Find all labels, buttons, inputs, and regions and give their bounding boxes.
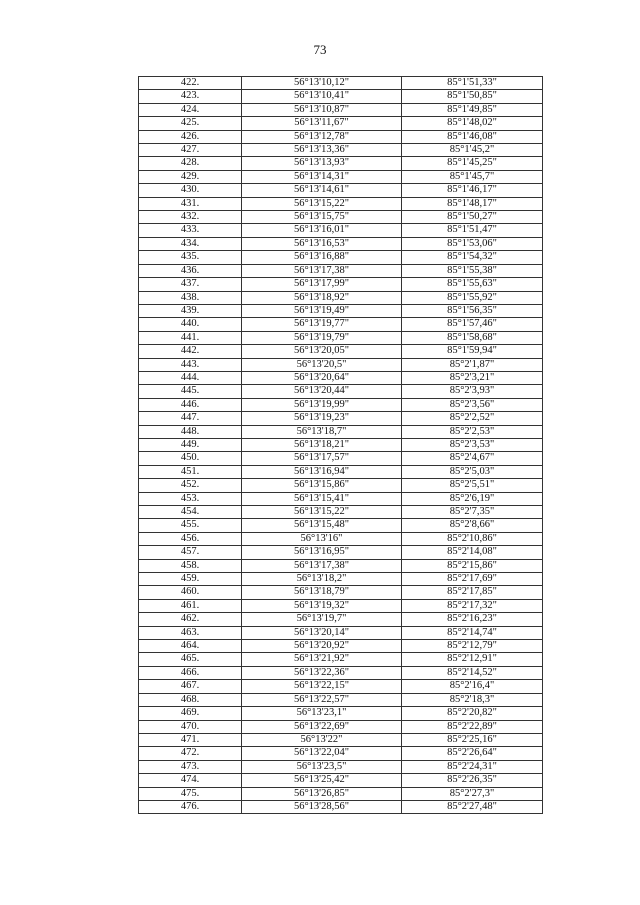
- table-row: [139, 251, 543, 264]
- latitude-cell: 56°13'13,93": [242, 157, 402, 170]
- longitude-cell: 85°1'50,27": [402, 211, 543, 224]
- point-number-cell: 424.: [139, 103, 242, 116]
- longitude-cell: 85°2'3,21": [402, 371, 543, 384]
- point-number-cell: 431.: [139, 197, 242, 210]
- longitude-cell: 85°1'53,06": [402, 237, 543, 250]
- table-row: [139, 613, 543, 626]
- table-row: [139, 693, 543, 706]
- table-row: [139, 345, 543, 358]
- latitude-cell: 56°13'10,12": [242, 77, 402, 90]
- latitude-cell: 56°13'15,22": [242, 506, 402, 519]
- point-number-cell: 455.: [139, 519, 242, 532]
- latitude-cell: 56°13'18,92": [242, 291, 402, 304]
- point-number-cell: 451.: [139, 465, 242, 478]
- point-number-cell: 472.: [139, 747, 242, 760]
- longitude-cell: 85°1'46,08": [402, 130, 543, 143]
- table-row: [139, 532, 543, 545]
- point-number-cell: 466.: [139, 666, 242, 679]
- latitude-cell: 56°13'17,38": [242, 559, 402, 572]
- coordinates-table-body: [139, 77, 543, 814]
- table-row: [139, 130, 543, 143]
- longitude-cell: 85°1'48,17": [402, 197, 543, 210]
- longitude-cell: 85°2'12,91": [402, 653, 543, 666]
- longitude-cell: 85°2'2,52": [402, 412, 543, 425]
- latitude-cell: 56°13'21,92": [242, 653, 402, 666]
- point-number-cell: 475.: [139, 787, 242, 800]
- point-number-cell: 460.: [139, 586, 242, 599]
- table-row: [139, 653, 543, 666]
- table-row: [139, 371, 543, 384]
- longitude-cell: 85°1'55,63": [402, 278, 543, 291]
- latitude-cell: 56°13'26,85": [242, 787, 402, 800]
- latitude-cell: 56°13'19,49": [242, 304, 402, 317]
- longitude-cell: 85°2'16,4": [402, 680, 543, 693]
- coordinates-table: [138, 76, 543, 814]
- point-number-cell: 450.: [139, 452, 242, 465]
- latitude-cell: 56°13'16,53": [242, 237, 402, 250]
- point-number-cell: 476.: [139, 800, 242, 813]
- latitude-cell: 56°13'19,32": [242, 599, 402, 612]
- point-number-cell: 429.: [139, 170, 242, 183]
- latitude-cell: 56°13'22,04": [242, 747, 402, 760]
- latitude-cell: 56°13'22,15": [242, 680, 402, 693]
- point-number-cell: 441.: [139, 331, 242, 344]
- point-number-cell: 448.: [139, 425, 242, 438]
- longitude-cell: 85°1'57,46": [402, 318, 543, 331]
- longitude-cell: 85°2'26,64": [402, 747, 543, 760]
- table-row: [139, 304, 543, 317]
- table-row: [139, 492, 543, 505]
- latitude-cell: 56°13'20,14": [242, 626, 402, 639]
- longitude-cell: 85°2'3,56": [402, 398, 543, 411]
- table-row: [139, 264, 543, 277]
- latitude-cell: 56°13'18,7": [242, 425, 402, 438]
- point-number-cell: 454.: [139, 506, 242, 519]
- point-number-cell: 428.: [139, 157, 242, 170]
- latitude-cell: 56°13'15,41": [242, 492, 402, 505]
- latitude-cell: 56°13'22": [242, 733, 402, 746]
- latitude-cell: 56°13'15,86": [242, 479, 402, 492]
- point-number-cell: 462.: [139, 613, 242, 626]
- point-number-cell: 445.: [139, 385, 242, 398]
- longitude-cell: 85°2'6,19": [402, 492, 543, 505]
- table-row: [139, 77, 543, 90]
- latitude-cell: 56°13'25,42": [242, 774, 402, 787]
- latitude-cell: 56°13'12,78": [242, 130, 402, 143]
- point-number-cell: 461.: [139, 599, 242, 612]
- point-number-cell: 457.: [139, 546, 242, 559]
- table-row: [139, 586, 543, 599]
- latitude-cell: 56°13'17,99": [242, 278, 402, 291]
- table-row: [139, 144, 543, 157]
- longitude-cell: 85°2'5,51": [402, 479, 543, 492]
- point-number-cell: 474.: [139, 774, 242, 787]
- longitude-cell: 85°2'17,32": [402, 599, 543, 612]
- table-row: [139, 224, 543, 237]
- point-number-cell: 437.: [139, 278, 242, 291]
- table-row: [139, 720, 543, 733]
- latitude-cell: 56°13'18,2": [242, 573, 402, 586]
- table-row: [139, 197, 543, 210]
- point-number-cell: 423.: [139, 90, 242, 103]
- latitude-cell: 56°13'14,61": [242, 184, 402, 197]
- latitude-cell: 56°13'18,21": [242, 438, 402, 451]
- longitude-cell: 85°1'51,33": [402, 77, 543, 90]
- latitude-cell: 56°13'16,01": [242, 224, 402, 237]
- latitude-cell: 56°13'19,79": [242, 331, 402, 344]
- latitude-cell: 56°13'23,5": [242, 760, 402, 773]
- point-number-cell: 470.: [139, 720, 242, 733]
- table-row: [139, 559, 543, 572]
- latitude-cell: 56°13'15,22": [242, 197, 402, 210]
- longitude-cell: 85°2'26,35": [402, 774, 543, 787]
- point-number-cell: 468.: [139, 693, 242, 706]
- latitude-cell: 56°13'22,36": [242, 666, 402, 679]
- latitude-cell: 56°13'20,05": [242, 345, 402, 358]
- table-row: [139, 170, 543, 183]
- latitude-cell: 56°13'17,57": [242, 452, 402, 465]
- table-row: [139, 412, 543, 425]
- table-row: [139, 666, 543, 679]
- table-row: [139, 157, 543, 170]
- table-row: [139, 278, 543, 291]
- longitude-cell: 85°2'4,67": [402, 452, 543, 465]
- point-number-cell: 432.: [139, 211, 242, 224]
- longitude-cell: 85°2'27,3": [402, 787, 543, 800]
- latitude-cell: 56°13'17,38": [242, 264, 402, 277]
- longitude-cell: 85°2'24,31": [402, 760, 543, 773]
- latitude-cell: 56°13'19,99": [242, 398, 402, 411]
- longitude-cell: 85°1'45,25": [402, 157, 543, 170]
- point-number-cell: 443.: [139, 358, 242, 371]
- longitude-cell: 85°2'17,85": [402, 586, 543, 599]
- table-row: [139, 760, 543, 773]
- point-number-cell: 447.: [139, 412, 242, 425]
- table-row: [139, 546, 543, 559]
- table-row: [139, 438, 543, 451]
- longitude-cell: 85°1'55,38": [402, 264, 543, 277]
- point-number-cell: 453.: [139, 492, 242, 505]
- latitude-cell: 56°13'22,57": [242, 693, 402, 706]
- longitude-cell: 85°2'1,87": [402, 358, 543, 371]
- longitude-cell: 85°2'10,86": [402, 532, 543, 545]
- table-row: [139, 506, 543, 519]
- table-row: [139, 117, 543, 130]
- point-number-cell: 436.: [139, 264, 242, 277]
- point-number-cell: 442.: [139, 345, 242, 358]
- table-row: [139, 640, 543, 653]
- page-number: 73: [313, 42, 327, 57]
- latitude-cell: 56°13'16,94": [242, 465, 402, 478]
- table-row: [139, 90, 543, 103]
- latitude-cell: 56°13'16,95": [242, 546, 402, 559]
- point-number-cell: 426.: [139, 130, 242, 143]
- table-row: [139, 479, 543, 492]
- latitude-cell: 56°13'20,92": [242, 640, 402, 653]
- table-row: [139, 358, 543, 371]
- point-number-cell: 435.: [139, 251, 242, 264]
- table-row: [139, 237, 543, 250]
- latitude-cell: 56°13'23,1": [242, 707, 402, 720]
- longitude-cell: 85°1'45,7": [402, 170, 543, 183]
- latitude-cell: 56°13'10,41": [242, 90, 402, 103]
- table-row: [139, 331, 543, 344]
- longitude-cell: 85°1'59,94": [402, 345, 543, 358]
- latitude-cell: 56°13'11,67": [242, 117, 402, 130]
- longitude-cell: 85°1'51,47": [402, 224, 543, 237]
- latitude-cell: 56°13'14,31": [242, 170, 402, 183]
- table-row: [139, 787, 543, 800]
- point-number-cell: 427.: [139, 144, 242, 157]
- point-number-cell: 458.: [139, 559, 242, 572]
- longitude-cell: 85°2'5,03": [402, 465, 543, 478]
- latitude-cell: 56°13'13,36": [242, 144, 402, 157]
- table-row: [139, 707, 543, 720]
- table-row: [139, 774, 543, 787]
- latitude-cell: 56°13'20,64": [242, 371, 402, 384]
- point-number-cell: 433.: [139, 224, 242, 237]
- longitude-cell: 85°1'48,02": [402, 117, 543, 130]
- point-number-cell: 444.: [139, 371, 242, 384]
- longitude-cell: 85°2'20,82": [402, 707, 543, 720]
- longitude-cell: 85°2'12,79": [402, 640, 543, 653]
- table-row: [139, 318, 543, 331]
- latitude-cell: 56°13'28,56": [242, 800, 402, 813]
- point-number-cell: 464.: [139, 640, 242, 653]
- latitude-cell: 56°13'20,44": [242, 385, 402, 398]
- latitude-cell: 56°13'19,23": [242, 412, 402, 425]
- table-row: [139, 465, 543, 478]
- longitude-cell: 85°2'14,52": [402, 666, 543, 679]
- point-number-cell: 452.: [139, 479, 242, 492]
- table-row: [139, 211, 543, 224]
- point-number-cell: 449.: [139, 438, 242, 451]
- table-row: [139, 573, 543, 586]
- table-row: [139, 519, 543, 532]
- longitude-cell: 85°1'49,85": [402, 103, 543, 116]
- latitude-cell: 56°13'19,7": [242, 613, 402, 626]
- longitude-cell: 85°2'14,08": [402, 546, 543, 559]
- longitude-cell: 85°2'22,89": [402, 720, 543, 733]
- latitude-cell: 56°13'15,48": [242, 519, 402, 532]
- point-number-cell: 439.: [139, 304, 242, 317]
- longitude-cell: 85°2'2,53": [402, 425, 543, 438]
- table-row: [139, 680, 543, 693]
- longitude-cell: 85°2'18,3": [402, 693, 543, 706]
- table-row: [139, 733, 543, 746]
- longitude-cell: 85°2'8,66": [402, 519, 543, 532]
- latitude-cell: 56°13'10,87": [242, 103, 402, 116]
- table-row: [139, 599, 543, 612]
- table-row: [139, 103, 543, 116]
- point-number-cell: 459.: [139, 573, 242, 586]
- table-row: [139, 291, 543, 304]
- latitude-cell: 56°13'18,79": [242, 586, 402, 599]
- point-number-cell: 440.: [139, 318, 242, 331]
- table-row: [139, 800, 543, 813]
- point-number-cell: 463.: [139, 626, 242, 639]
- point-number-cell: 422.: [139, 77, 242, 90]
- longitude-cell: 85°2'17,69": [402, 573, 543, 586]
- longitude-cell: 85°2'27,48": [402, 800, 543, 813]
- point-number-cell: 438.: [139, 291, 242, 304]
- point-number-cell: 446.: [139, 398, 242, 411]
- longitude-cell: 85°2'16,23": [402, 613, 543, 626]
- point-number-cell: 425.: [139, 117, 242, 130]
- latitude-cell: 56°13'16,88": [242, 251, 402, 264]
- longitude-cell: 85°1'58,68": [402, 331, 543, 344]
- longitude-cell: 85°1'50,85": [402, 90, 543, 103]
- table-row: [139, 425, 543, 438]
- point-number-cell: 473.: [139, 760, 242, 773]
- table-row: [139, 385, 543, 398]
- latitude-cell: 56°13'15,75": [242, 211, 402, 224]
- longitude-cell: 85°2'15,86": [402, 559, 543, 572]
- longitude-cell: 85°1'45,2": [402, 144, 543, 157]
- longitude-cell: 85°2'14,74": [402, 626, 543, 639]
- latitude-cell: 56°13'19,77": [242, 318, 402, 331]
- longitude-cell: 85°2'25,16": [402, 733, 543, 746]
- point-number-cell: 465.: [139, 653, 242, 666]
- latitude-cell: 56°13'16": [242, 532, 402, 545]
- point-number-cell: 430.: [139, 184, 242, 197]
- table-row: [139, 747, 543, 760]
- longitude-cell: 85°1'55,92": [402, 291, 543, 304]
- table-row: [139, 452, 543, 465]
- table-row: [139, 184, 543, 197]
- table-row: [139, 398, 543, 411]
- point-number-cell: 471.: [139, 733, 242, 746]
- longitude-cell: 85°1'56,35": [402, 304, 543, 317]
- longitude-cell: 85°2'7,35": [402, 506, 543, 519]
- point-number-cell: 434.: [139, 237, 242, 250]
- latitude-cell: 56°13'22,69": [242, 720, 402, 733]
- latitude-cell: 56°13'20,5": [242, 358, 402, 371]
- point-number-cell: 469.: [139, 707, 242, 720]
- longitude-cell: 85°1'46,17": [402, 184, 543, 197]
- point-number-cell: 467.: [139, 680, 242, 693]
- longitude-cell: 85°2'3,93": [402, 385, 543, 398]
- longitude-cell: 85°1'54,32": [402, 251, 543, 264]
- table-row: [139, 626, 543, 639]
- longitude-cell: 85°2'3,53": [402, 438, 543, 451]
- point-number-cell: 456.: [139, 532, 242, 545]
